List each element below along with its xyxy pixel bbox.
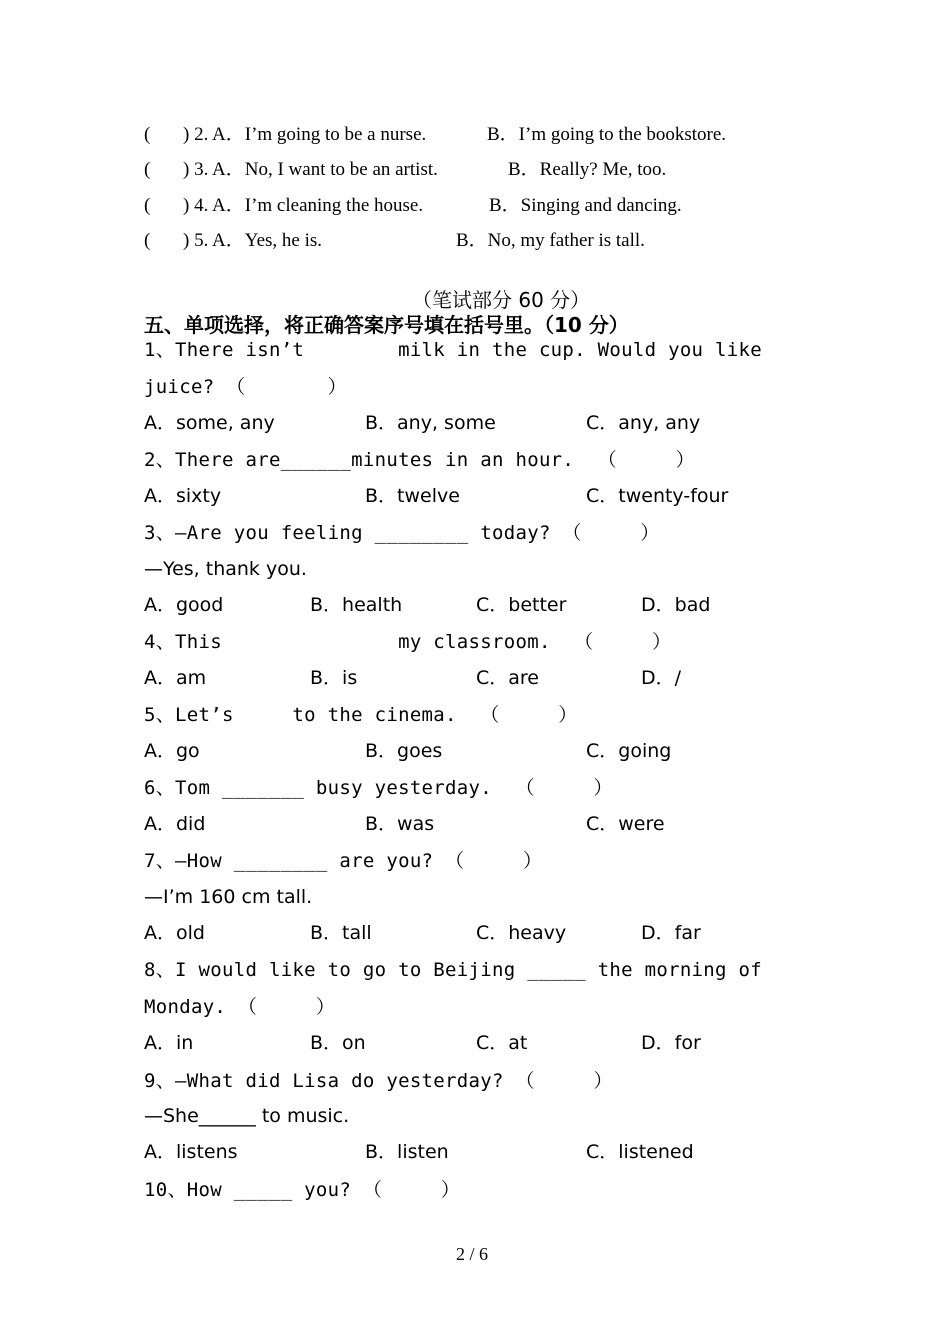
option-b: B．No, my father is tall. (456, 230, 645, 251)
option-b: B．listen (365, 1141, 449, 1163)
answer-paren: ( (144, 195, 151, 216)
answer-paren: ( (144, 124, 151, 145)
reply-text: —I’m 160 cm tall. (144, 886, 313, 908)
option-b: B．Really? Me, too. (508, 159, 667, 180)
option-c: C．any, any (586, 412, 701, 434)
option-a: ) 4. A．I’m cleaning the house. (183, 195, 424, 216)
option-d: D．far (641, 922, 701, 944)
option-a: A．sixty (144, 485, 222, 507)
option-a: ) 2. A．I’m going to be a nurse. (183, 124, 427, 145)
option-a: A．did (144, 813, 206, 835)
option-b: B．was (365, 813, 435, 835)
option-b: B．goes (365, 740, 443, 762)
option-c: C．were (586, 813, 665, 835)
option-a: A．old (144, 922, 205, 944)
option-a: ) 5. A．Yes, he is. (183, 230, 323, 251)
option-b: B．is (310, 667, 358, 689)
option-b: B．tall (310, 922, 372, 944)
section-heading: 五、单项选择，将正确答案序号填在括号里。（10 分） (144, 313, 629, 337)
option-a: A．some, any (144, 412, 275, 434)
question-text: 6、Tom _______ busy yesterday. （ ） (144, 777, 613, 799)
question-text: 4、This my classroom. （ ） (144, 631, 672, 653)
option-d: D．/ (641, 667, 682, 689)
answer-paren: ( (144, 230, 151, 251)
option-c: C．are (476, 667, 539, 689)
option-c: C．going (586, 740, 672, 762)
option-a: A．good (144, 594, 224, 616)
question-text: 2、There are______minutes in an hour. （ ） (144, 449, 695, 471)
question-text: 5、Let’s to the cinema. （ ） (144, 704, 578, 726)
option-a: A．listens (144, 1141, 238, 1163)
question-text: 8、I would like to go to Beijing _____ the morning of (144, 959, 762, 981)
option-c: C．twenty-four (586, 485, 729, 507)
question-text: 10、How _____ you? （ ） (144, 1179, 461, 1201)
option-c: C．better (476, 594, 567, 616)
option-a: A．am (144, 667, 207, 689)
reply-text: —Yes, thank you. (144, 558, 307, 580)
option-d: D．bad (641, 594, 711, 616)
option-b: B．health (310, 594, 403, 616)
answer-paren: ( (144, 159, 151, 180)
option-a: A．in (144, 1032, 194, 1054)
page-number: 2 / 6 (456, 1244, 489, 1264)
question-text: 3、—Are you feeling ________ today? （ ） (144, 522, 660, 544)
question-text: 1、There isn’t milk in the cup. Would you like (144, 339, 762, 361)
option-a: A．go (144, 740, 200, 762)
option-b: B．twelve (365, 485, 460, 507)
option-c: C．heavy (476, 922, 567, 944)
option-b: B．on (310, 1032, 366, 1054)
question-text: 7、—How ________ are you? （ ） (144, 850, 543, 872)
option-d: D．for (641, 1032, 701, 1054)
option-c: C．at (476, 1032, 528, 1054)
question-text-cont: Monday. （ ） (144, 996, 336, 1018)
option-b: B．Singing and dancing. (489, 195, 682, 216)
question-text-cont: juice? （ ） (144, 376, 347, 398)
option-b: B．any, some (365, 412, 496, 434)
reply-text: —She______ to music. (144, 1105, 350, 1127)
question-text: 9、—What did Lisa do yesterday? （ ） (144, 1070, 613, 1092)
option-c: C．listened (586, 1141, 694, 1163)
section-subtitle: （笔试部分 60 分） (412, 288, 591, 312)
option-b: B．I’m going to the bookstore. (487, 124, 727, 145)
option-a: ) 3. A．No, I want to be an artist. (183, 159, 438, 180)
